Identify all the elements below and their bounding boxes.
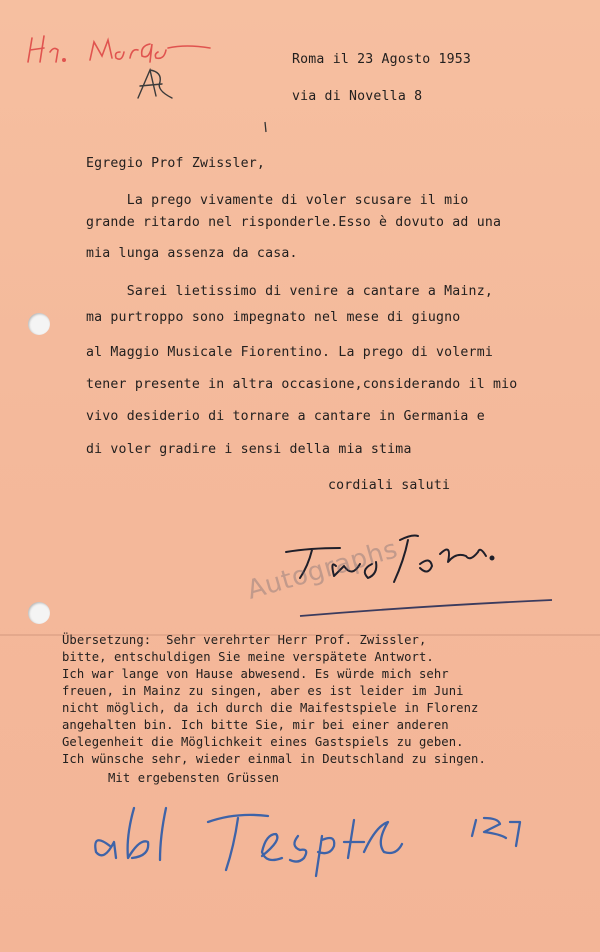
blue-ink-note xyxy=(95,808,520,876)
letter-line: al Maggio Musicale Fiorentino. La prego di volermi xyxy=(86,345,493,360)
punch-hole-top xyxy=(28,313,50,335)
translation-line: bitte, entschuldigen Sie meine verspätete Antwort. xyxy=(62,650,434,664)
translation-line: Ich wünsche sehr, wieder einmal in Deutschland zu singen. xyxy=(62,752,486,766)
letter-line: grande ritardo nel risponderle.Esso è dovuto ad una xyxy=(86,215,502,230)
red-pencil-note xyxy=(28,36,210,62)
place-date: Roma il 23 Agosto 1953 xyxy=(292,52,472,67)
translation-line: angehalten bin. Ich bitte Sie, mir bei einer anderen xyxy=(62,718,449,732)
translation-closing: Mit ergebensten Grüssen xyxy=(108,771,280,785)
translation-line: Ich war lange von Hause abwesend. Es würde mich sehr xyxy=(62,667,449,681)
letter-line: di voler gradire i sensi della mia stima xyxy=(86,442,412,457)
letter-line: vivo desiderio di tornare a cantare in Germania e xyxy=(86,409,485,424)
letter-closing: cordiali saluti xyxy=(328,478,451,493)
pencil-initials xyxy=(138,70,172,98)
address: via di Novella 8 xyxy=(292,89,423,104)
punch-hole-bottom xyxy=(28,602,50,624)
translation-line: Gelegenheit die Möglichkeit eines Gastspiels zu geben. xyxy=(62,735,464,749)
watermark-text: Autographs xyxy=(243,534,402,606)
letter-line: Sarei lietissimo di venire a cantare a Mainz, xyxy=(86,284,493,299)
signature-underline xyxy=(300,600,552,616)
letter-line: ma purtroppo sono impegnato nel mese di giugno xyxy=(86,310,461,325)
translation-line: freuen, in Mainz zu singen, aber es ist leider im Juni xyxy=(62,684,464,698)
translation-line: nicht möglich, da ich durch die Maifestspiele in Florenz xyxy=(62,701,479,715)
letter-line: La prego vivamente di voler scusare il mio xyxy=(86,193,469,208)
letter-line: mia lunga assenza da casa. xyxy=(86,246,298,261)
letter-line: tener presente in altra occasione,considerando il mio xyxy=(86,377,518,392)
pencil-tick xyxy=(265,122,266,132)
salutation: Egregio Prof Zwissler, xyxy=(86,156,266,171)
translation-line: Übersetzung: Sehr verehrter Herr Prof. Zwissler, xyxy=(62,633,427,647)
